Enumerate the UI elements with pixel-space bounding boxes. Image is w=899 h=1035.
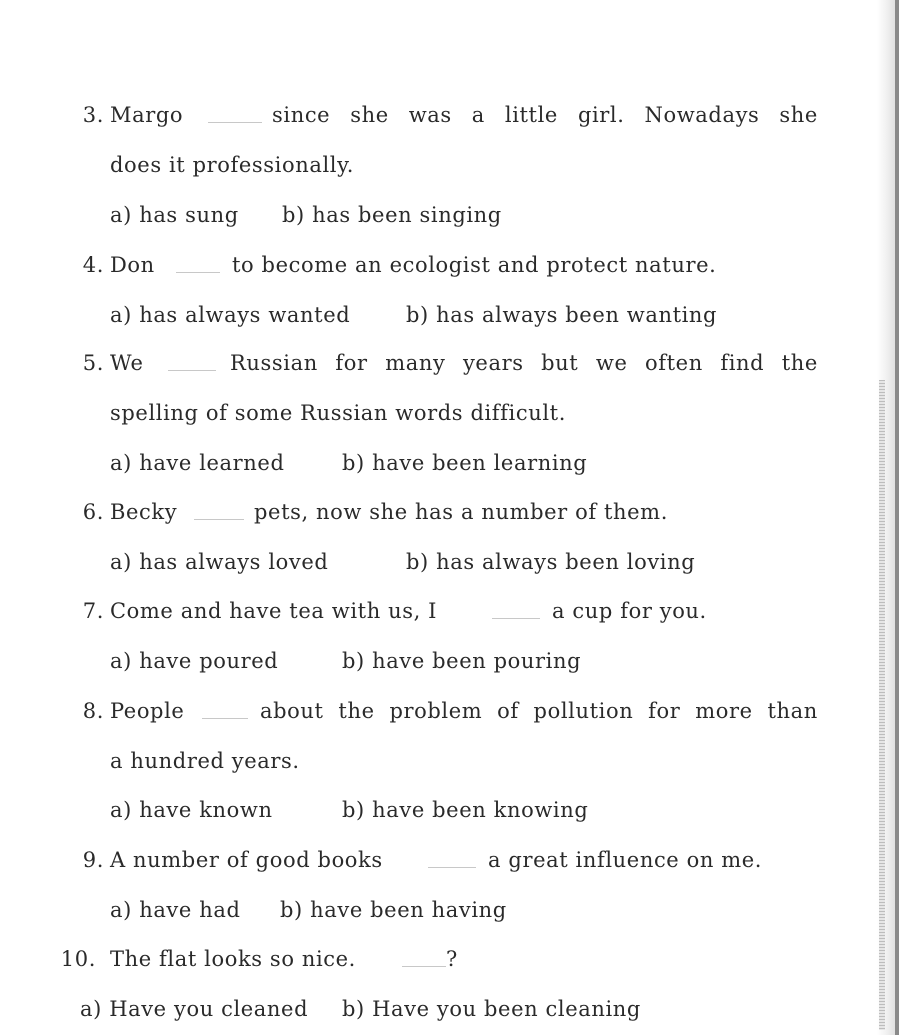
question-text-start: Margo [110, 103, 184, 127]
question-5-options [0, 448, 899, 478]
question-text-end: a cup for you. [552, 599, 707, 623]
word: often [645, 351, 703, 375]
word: years [462, 351, 524, 375]
option-b[interactable]: b) has always been wanting [406, 303, 718, 327]
option-b[interactable]: b) has been singing [282, 203, 502, 227]
word: of [497, 699, 519, 723]
option-a[interactable]: a) have had [110, 898, 241, 922]
option-a[interactable]: a) Have you cleaned [80, 997, 309, 1021]
option-b[interactable]: b) have been pouring [342, 649, 582, 673]
question-5-stem [0, 348, 899, 378]
word: a [471, 103, 485, 127]
word: Nowadays [644, 103, 760, 127]
question-text-start: Don [110, 253, 155, 277]
option-a[interactable]: a) has sung [110, 203, 239, 227]
question-text-start: People [110, 699, 185, 723]
question-8-continuation [0, 746, 899, 776]
question-number: 5. [82, 351, 104, 375]
question-number: 3. [82, 103, 104, 127]
question-3-options [0, 200, 899, 230]
question-text-continuation: does it professionally. [110, 153, 355, 177]
question-text-end: to become an ecologist and protect nature. [232, 253, 717, 277]
answer-blank [176, 270, 220, 273]
word: for [335, 351, 368, 375]
answer-blank [194, 517, 244, 520]
word: many [385, 351, 446, 375]
word: for [648, 699, 681, 723]
option-b[interactable]: b) have been having [280, 898, 507, 922]
question-3-continuation [0, 150, 899, 180]
answer-blank [428, 865, 476, 868]
question-8-options [0, 795, 899, 825]
question-10-options [0, 994, 899, 1024]
question-6-stem [0, 497, 899, 527]
word: problem [389, 699, 483, 723]
question-text-continuation: spelling of some Russian words difficult. [110, 401, 566, 425]
page-binding-strip [879, 380, 885, 1030]
question-text-start: Come and have tea with us, I [110, 599, 438, 623]
answer-blank [402, 964, 446, 967]
question-text-continuation: a hundred years. [110, 749, 300, 773]
question-text-end [230, 348, 818, 378]
question-4-stem [0, 250, 899, 280]
word: than [767, 699, 818, 723]
word: was [408, 103, 452, 127]
word: pollution [533, 699, 634, 723]
option-b[interactable]: b) Have you been cleaning [342, 997, 641, 1021]
question-number: 9. [82, 848, 104, 872]
word: more [695, 699, 753, 723]
question-4-options [0, 300, 899, 330]
option-a[interactable]: a) have poured [110, 649, 279, 673]
option-b[interactable]: b) has always been loving [406, 550, 696, 574]
question-5-continuation [0, 398, 899, 428]
word: little [504, 103, 558, 127]
page-border [895, 0, 899, 1035]
word: the [338, 699, 375, 723]
question-text-end [260, 696, 818, 726]
question-9-options [0, 895, 899, 925]
word: but [541, 351, 579, 375]
answer-blank [208, 120, 262, 123]
word: she [779, 103, 818, 127]
question-10-stem [0, 944, 899, 974]
answer-blank [202, 716, 248, 719]
question-text-start: Becky [110, 500, 178, 524]
answer-blank [492, 616, 540, 619]
question-number: 6. [82, 500, 104, 524]
question-text-start: We [110, 351, 144, 375]
question-3-stem [0, 100, 899, 130]
question-7-stem [0, 596, 899, 626]
question-number: 4. [82, 253, 104, 277]
word: find [720, 351, 765, 375]
option-a[interactable]: a) has always wanted [110, 303, 351, 327]
answer-blank [168, 368, 216, 371]
option-b[interactable]: b) have been learning [342, 451, 588, 475]
word: we [595, 351, 628, 375]
option-b[interactable]: b) have been knowing [342, 798, 589, 822]
question-number: 8. [82, 699, 104, 723]
word: she [350, 103, 389, 127]
option-a[interactable]: a) has always loved [110, 550, 329, 574]
option-a[interactable]: a) have known [110, 798, 273, 822]
word: girl. [577, 103, 625, 127]
option-a[interactable]: a) have learned [110, 451, 285, 475]
question-number: 10. [60, 947, 96, 971]
question-text-start: The flat looks so nice. [110, 947, 356, 971]
question-text-end: a great influence on me. [488, 848, 763, 872]
word: since [272, 103, 331, 127]
question-8-stem [0, 696, 899, 726]
question-9-stem [0, 845, 899, 875]
word: Russian [230, 351, 318, 375]
question-text-end: pets, now she has a number of them. [254, 500, 668, 524]
question-text-end [272, 100, 818, 130]
question-text-start: A number of good books [110, 848, 383, 872]
question-7-options [0, 646, 899, 676]
question-6-options [0, 547, 899, 577]
question-text-end: ? [446, 947, 458, 971]
word: the [781, 351, 818, 375]
word: about [260, 699, 324, 723]
question-number: 7. [82, 599, 104, 623]
